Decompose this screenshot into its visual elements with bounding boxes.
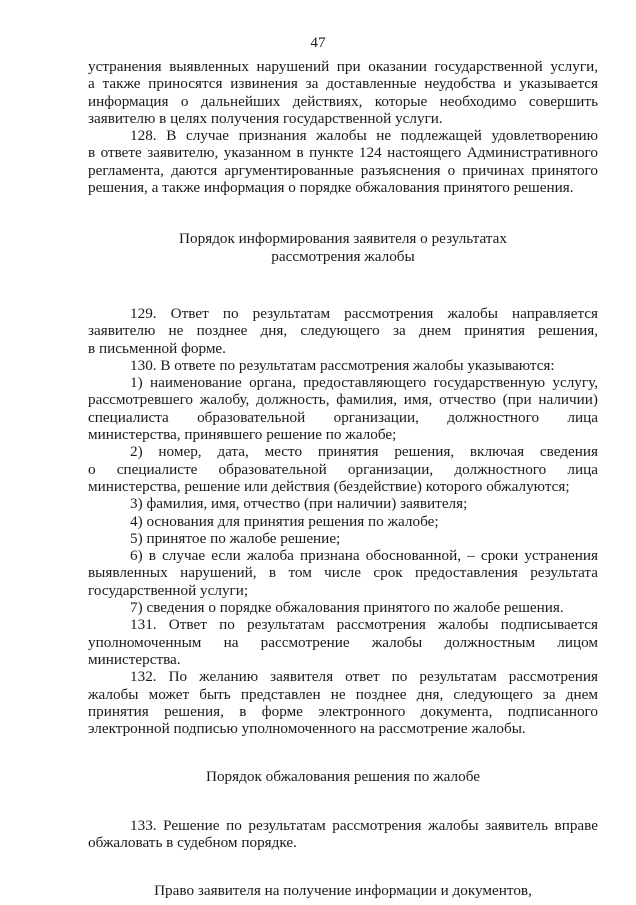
text-line: заявителю не позднее дня, следующего за днем принятия решения,: [88, 322, 598, 340]
document-body: [88, 58, 598, 900]
paragraph-131: [88, 616, 598, 668]
text-line: 129. Ответ по результатам рассмотрения жалобы направляется: [130, 304, 598, 322]
text-line: 128. В случае признания жалобы не подлежащей удовлетворению: [130, 127, 598, 145]
text-line: в письменной форме.: [88, 339, 226, 357]
text-line: 131. Ответ по результатам рассмотрения жалобы подписывается: [130, 616, 598, 634]
list-item-5: 5) принятое по жалобе решение;: [130, 529, 341, 547]
section-heading-informing: [88, 230, 598, 265]
text-line: министерства.: [88, 650, 181, 668]
paragraph-132: [88, 668, 598, 737]
list-item-4: 4) основания для принятия решения по жалобе;: [130, 512, 439, 530]
text-line: министерства, принявшего решение по жалобе;: [88, 426, 397, 444]
paragraph-129: [88, 305, 598, 357]
text-line: рассмотревшего жалобу, должность, фамилия, имя, отчество (при наличии): [88, 391, 598, 409]
text-line: регламента, даются аргументированные разъяснения о причинах принятого: [88, 161, 598, 179]
text-line: о специалисте образовательной организации, должностного лица: [88, 460, 598, 478]
list-item-1: [88, 374, 598, 443]
list-item-2: [88, 443, 598, 495]
text-line: жалобы может быть представлен не позднее дня, следующего за днем: [88, 685, 598, 703]
section-heading-appeal: Порядок обжалования решения по жалобе: [205, 768, 480, 786]
text-line: государственной услуги;: [88, 581, 249, 599]
paragraph-continuation: [88, 58, 598, 127]
paragraph-128: [88, 127, 598, 196]
text-line: выявленных нарушений, в том числе срок предоставления результата: [88, 564, 598, 582]
text-line: 2) номер, дата, место принятия решения, включая сведения: [130, 443, 598, 461]
text-line: специалиста образовательной организации, должностного лица: [88, 408, 598, 426]
text-line: заявителю в целях получения государственной услуги.: [88, 109, 443, 127]
list-item-3: 3) фамилия, имя, отчество (при наличии) заявителя;: [130, 495, 468, 513]
text-line: а также приносятся извинения за доставленные неудобства и указывается: [88, 75, 598, 93]
text-line: 1) наименование органа, предоставляющего государственную услугу,: [130, 374, 598, 392]
text-line: 133. Решение по результатам рассмотрения жалобы заявитель вправе: [130, 816, 598, 834]
text-line: информация о дальнейших действиях, которые необходимо совершить: [88, 92, 598, 110]
section-heading-rights: Право заявителя на получение информации и документов,: [154, 882, 532, 900]
paragraph-130: 130. В ответе по результатам рассмотрения жалобы указываются:: [130, 356, 555, 374]
text-line: министерства, решение или действия (бездействие) которого обжалуются;: [88, 477, 570, 495]
paragraph-133: [88, 817, 598, 852]
text-line: 6) в случае если жалоба признана обоснованной, – сроки устранения: [130, 547, 598, 565]
text-line: в ответе заявителю, указанном в пункте 124 настоящего Административного: [88, 144, 598, 162]
text-line: устранения выявленных нарушений при оказании государственной услуги,: [88, 58, 598, 75]
text-line: обжаловать в судебном порядке.: [88, 833, 297, 851]
page-number: 47: [310, 34, 326, 51]
text-line: решения, а также информация о порядке обжалования принятого решения.: [88, 179, 574, 197]
heading-line: рассмотрения жалобы: [271, 247, 415, 265]
text-line: принятия решения, в форме электронного документа, подписанного: [88, 702, 598, 720]
list-item-6: [88, 547, 598, 599]
text-line: 132. По желанию заявителя ответ по результатам рассмотрения: [130, 668, 598, 686]
heading-line: Порядок информирования заявителя о результатах: [179, 230, 507, 248]
text-line: уполномоченным на рассмотрение жалобы должностным лицом: [88, 633, 598, 651]
text-line: электронной подписью уполномоченного на рассмотрение жалобы.: [88, 720, 526, 738]
list-item-7: 7) сведения о порядке обжалования принятого по жалобе решения.: [130, 599, 564, 617]
